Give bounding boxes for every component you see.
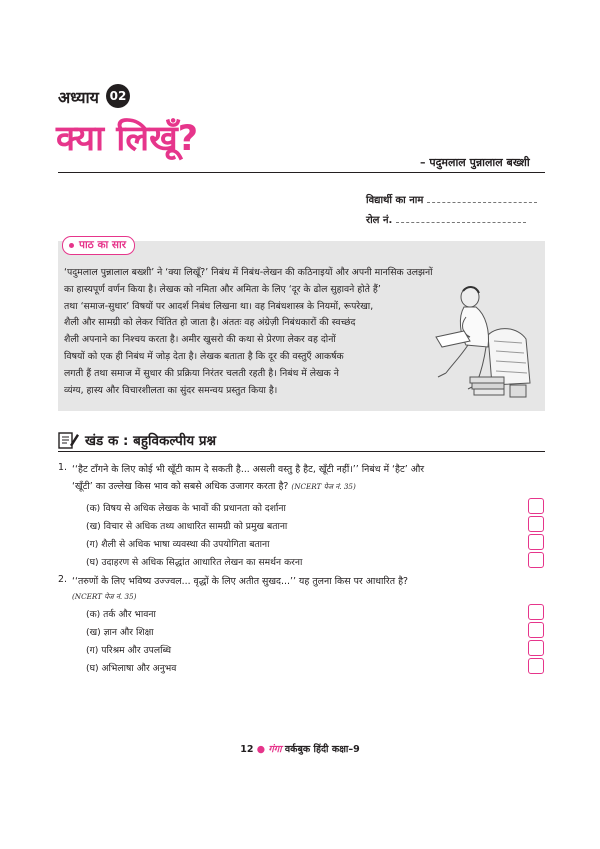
roll-number-blank[interactable] — [396, 214, 526, 223]
summary-line: तथा ‘समाज-सुधार’ विषयों पर आदर्श निबंध लिखना था। वह निबंधशास्त्र के नियमों, रूपरेखा, — [64, 300, 374, 312]
section-divider — [58, 451, 545, 452]
option-ga: (ग) परिश्रम और उपलब्धि — [86, 645, 172, 656]
summary-line: का हास्यपूर्ण वर्णन किया है। लेखक को नमिता और अमिता के लिए ‘दूर के ढोल सुहावने होते हैं’ — [64, 283, 381, 295]
answer-checkbox[interactable] — [528, 552, 544, 568]
ncert-reference: (NCERT पेज नं. 35) — [291, 482, 356, 491]
summary-line: विषयों को एक ही निबंध में जोड़ देता है। लेखक बताता है कि दूर की वस्तुएँ आकर्षक — [64, 350, 344, 362]
option-gha: (घ) उदाहरण से अधिक सिद्धांत आधारित लेखन का समर्थन करना — [86, 557, 303, 568]
option-kha: (ख) ज्ञान और शिक्षा — [86, 627, 154, 638]
chapter-title: क्या लिखूँ? — [56, 119, 199, 159]
summary-line: ‘पदुमलाल पुन्नालाल बख्शी’ ने ‘क्या लिखूँ?’ निबंध में निबंध-लेखन की कठिनाइयों और अपनी मानसिक उलझनों — [64, 267, 433, 278]
option-ka: (क) विषय से अधिक लेखक के भावों की प्रधानता को दर्शाना — [86, 503, 286, 514]
roll-number-field — [366, 212, 526, 226]
page-footer — [0, 742, 600, 755]
answer-checkbox[interactable] — [528, 640, 544, 656]
brand-name: गंगा — [268, 744, 282, 755]
summary-tag-label: पाठ का सार — [79, 239, 126, 251]
option-ka: (क) तर्क और भावना — [86, 609, 156, 620]
student-name-field — [366, 192, 537, 206]
answer-checkbox[interactable] — [528, 534, 544, 550]
roll-number-label: रोल नं. — [366, 215, 393, 226]
summary-line: लगती हैं तथा समाज में सुधार की प्रक्रिया निरंतर चलती रहती है। निबंध में लेखक ने — [64, 367, 339, 379]
summary-line: शैली और सामग्री को लेकर चिंतित हो जाता है। अंततः वह अंग्रेज़ी निबंधकारों की स्वच्छंद — [64, 317, 356, 329]
question-text-line2: ‘खूँटी’ का उल्लेख किस भाव को सबसे अधिक उजागर करता है? — [72, 481, 289, 492]
question-text: ‘‘हैट टाँगने के लिए कोई भी खूँटी काम दे सकती है... असली वस्तु है हैट, खूँटी नहीं।’’ निबंध में ‘हैट’ और — [72, 464, 425, 475]
section-heading-text: खंड क : बहुविकल्पीय प्रश्न — [85, 433, 217, 449]
answer-checkbox[interactable] — [528, 658, 544, 674]
student-name-blank[interactable] — [427, 194, 537, 203]
question-number: 1. — [58, 462, 67, 473]
summary-tag — [62, 236, 135, 255]
answer-checkbox[interactable] — [528, 516, 544, 532]
summary-line: व्यंग्य, हास्य और विचारशीलता का सुंदर समन्वय प्रस्तुत किया है। — [64, 384, 278, 396]
option-gha: (घ) अभिलाषा और अनुभव — [86, 663, 177, 674]
page-number: 12 — [240, 744, 254, 755]
question-number: 2. — [58, 574, 67, 585]
answer-checkbox[interactable] — [528, 604, 544, 620]
ncert-reference: (NCERT पेज नं. 35) — [72, 592, 137, 601]
footer-bullet: ● — [256, 744, 266, 755]
workbook-title: वर्कबुक हिंदी कक्षा–9 — [284, 744, 360, 755]
option-kha: (ख) विचार से अधिक तथ्य आधारित सामग्री को प्रमुख बताना — [86, 521, 288, 532]
summary-line: शैली अपनाने का निश्चय करता है। अमीर खुसरो की कथा से प्रेरणा लेकर वह दोनों — [64, 334, 336, 346]
chapter-label: अध्याय — [58, 88, 99, 107]
student-name-label: विद्यार्थी का नाम — [366, 195, 424, 206]
answer-checkbox[interactable] — [528, 498, 544, 514]
seated-writer-illustration — [430, 265, 542, 405]
author-name: – पदुमलाल पुन्नालाल बख्शी — [420, 156, 530, 169]
question-text-continued — [72, 479, 356, 495]
question-text: ‘‘तरुणों के लिए भविष्य उज्ज्वल... वृद्धों के लिए अतीत सुखद...’’ यह तुलना किस पर आधारित है? — [72, 576, 409, 587]
summary-text — [64, 265, 484, 399]
chapter-number-badge: 02 — [106, 84, 130, 108]
option-ga: (ग) शैली से अधिक भाषा व्यवस्था की उपयोगिता बताना — [86, 539, 270, 550]
pencil-notepad-icon — [58, 430, 80, 450]
header-divider — [58, 172, 545, 173]
answer-checkbox[interactable] — [528, 622, 544, 638]
